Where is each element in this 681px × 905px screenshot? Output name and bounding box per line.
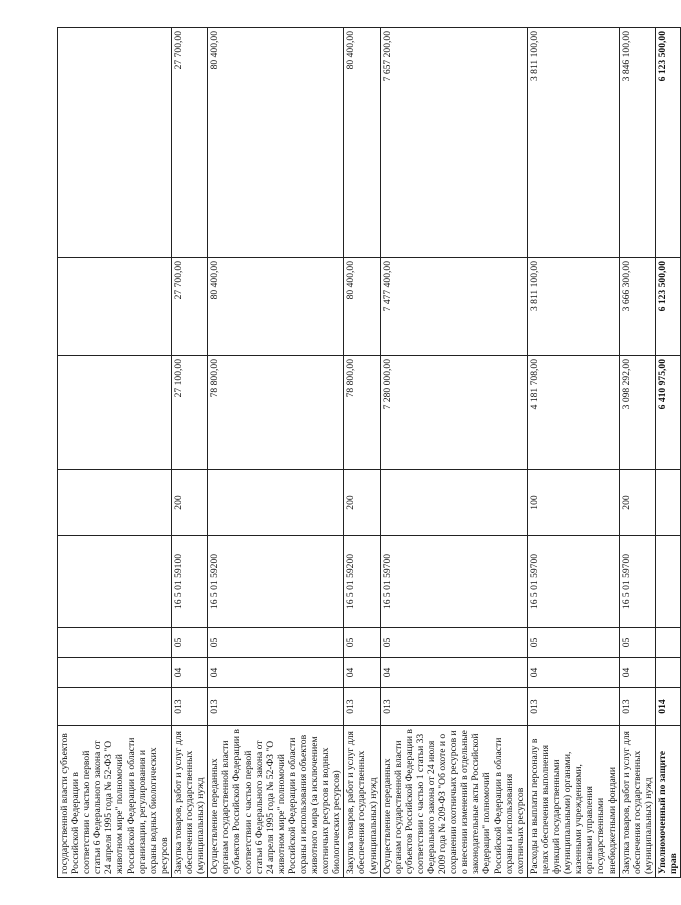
cell-sum-3 — [58, 28, 172, 258]
table-row — [619, 28, 655, 878]
cell-name: Закупка товаров, работ и услуг для обеспечения государственных (муниципальных) нужд — [344, 726, 380, 878]
table-row — [171, 28, 207, 878]
cell-expense-type: 200 — [344, 470, 380, 536]
cell-sum-2 — [58, 258, 172, 356]
cell-subsection: 05 — [527, 628, 619, 658]
cell-grbs: 013 — [208, 688, 344, 726]
cell-target-article: 16 5 01 59100 — [171, 536, 207, 628]
cell-sum-1: 78 800,00 — [208, 356, 344, 470]
cell-expense-type — [58, 470, 172, 536]
cell-expense-type — [655, 470, 680, 536]
cell-subsection: 05 — [344, 628, 380, 658]
cell-sum-1: 27 100,00 — [171, 356, 207, 470]
cell-name: Осуществление переданных органам государственной власти субъектов Российской Федерации в соответствии с частью первой статьи 6 Федерального закона от 24 апреля 1995 года № 52-ФЗ "О животном мире" полномочий Российской Федерации в области охраны и использования объектов животного мира (за исключением охотничьих ресурсов и водных биологических ресурсов) — [208, 726, 344, 878]
cell-section: 04 — [527, 658, 619, 688]
table-row — [527, 28, 619, 878]
cell-subsection: 05 — [380, 628, 527, 658]
cell-grbs — [58, 688, 172, 726]
cell-sum-3: 3 811 100,00 — [527, 28, 619, 258]
cell-sum-2: 27 700,00 — [171, 258, 207, 356]
cell-subsection — [58, 628, 172, 658]
cell-section — [655, 658, 680, 688]
cell-sum-2: 80 400,00 — [344, 258, 380, 356]
cell-name: государственной власти субъектов Российской Федерации в соответствии с частью первой статьи 6 Федерального закона от 24 апреля 1995 года № 52-ФЗ "О животном мире" полномочий Российской Федерации в области организации, регулирования и охраны водных биологических ресурсов — [58, 726, 172, 878]
budget-table — [57, 27, 681, 878]
cell-subsection — [655, 628, 680, 658]
cell-expense-type: 200 — [171, 470, 207, 536]
cell-sum-1: 6 410 975,00 — [655, 356, 680, 470]
cell-sum-3: 80 400,00 — [344, 28, 380, 258]
cell-grbs: 013 — [344, 688, 380, 726]
cell-grbs: 013 — [380, 688, 527, 726]
cell-target-article: 16 5 01 59200 — [208, 536, 344, 628]
table-row — [58, 28, 172, 878]
table-row — [344, 28, 380, 878]
cell-sum-2: 6 123 500,00 — [655, 258, 680, 356]
cell-subsection: 05 — [171, 628, 207, 658]
cell-section: 04 — [344, 658, 380, 688]
cell-expense-type: 200 — [619, 470, 655, 536]
cell-sum-3: 27 700,00 — [171, 28, 207, 258]
cell-sum-3: 3 846 100,00 — [619, 28, 655, 258]
cell-expense-type: 100 — [527, 470, 619, 536]
cell-section: 04 — [171, 658, 207, 688]
cell-sum-2: 7 477 400,00 — [380, 258, 527, 356]
cell-grbs: 013 — [171, 688, 207, 726]
cell-sum-2: 3 666 300,00 — [619, 258, 655, 356]
cell-sum-2: 80 400,00 — [208, 258, 344, 356]
cell-sum-3: 7 657 200,00 — [380, 28, 527, 258]
cell-expense-type — [208, 470, 344, 536]
cell-name: Закупка товаров, работ и услуг для обеспечения государственных (муниципальных) нужд — [619, 726, 655, 878]
cell-target-article — [655, 536, 680, 628]
cell-section: 04 — [380, 658, 527, 688]
cell-sum-1: 4 181 708,00 — [527, 356, 619, 470]
cell-expense-type — [380, 470, 527, 536]
rotated-budget-table — [57, 28, 679, 878]
cell-subsection: 05 — [619, 628, 655, 658]
table-row — [208, 28, 344, 878]
cell-target-article — [58, 536, 172, 628]
cell-target-article: 16 5 01 59700 — [527, 536, 619, 628]
cell-target-article: 16 5 01 59200 — [344, 536, 380, 628]
cell-name: Расходы на выплаты персоналу в целях обеспечения выполнения функций государственными (муниципальными) органами, казенными учреждениями, органами управления государственными внебюджетными фондами — [527, 726, 619, 878]
cell-grbs: 014 — [655, 688, 680, 726]
cell-target-article: 16 5 01 59700 — [619, 536, 655, 628]
cell-sum-3: 80 400,00 — [208, 28, 344, 258]
cell-grbs: 013 — [527, 688, 619, 726]
cell-name: Закупка товаров, работ и услуг для обеспечения государственных (муниципальных) нужд — [171, 726, 207, 878]
cell-name: Уполномоченный по защите прав — [655, 726, 680, 878]
cell-sum-1: 7 280 000,00 — [380, 356, 527, 470]
cell-sum-3: 6 123 500,00 — [655, 28, 680, 258]
cell-section: 04 — [208, 658, 344, 688]
table-row — [380, 28, 527, 878]
cell-grbs: 013 — [619, 688, 655, 726]
cell-section: 04 — [619, 658, 655, 688]
cell-sum-1: 78 800,00 — [344, 356, 380, 470]
cell-sum-1: 3 098 292,00 — [619, 356, 655, 470]
table-row-total — [655, 28, 680, 878]
cell-section — [58, 658, 172, 688]
cell-subsection: 05 — [208, 628, 344, 658]
cell-sum-1 — [58, 356, 172, 470]
cell-sum-2: 3 811 100,00 — [527, 258, 619, 356]
cell-name: Осуществление переданных органам государственной власти субъектов Российской Федерации в соответствии с частью 1 статьи 33 Федерального закона от 24 июля 2009 года № 209-ФЗ "Об охоте и о сохранении охотничьих ресурсов и о внесении изменений в отдельные законодательные акты Российской Федерации" полномочий Российской Федерации в области охраны и использования охотничьих ресурсов — [380, 726, 527, 878]
cell-target-article: 16 5 01 59700 — [380, 536, 527, 628]
